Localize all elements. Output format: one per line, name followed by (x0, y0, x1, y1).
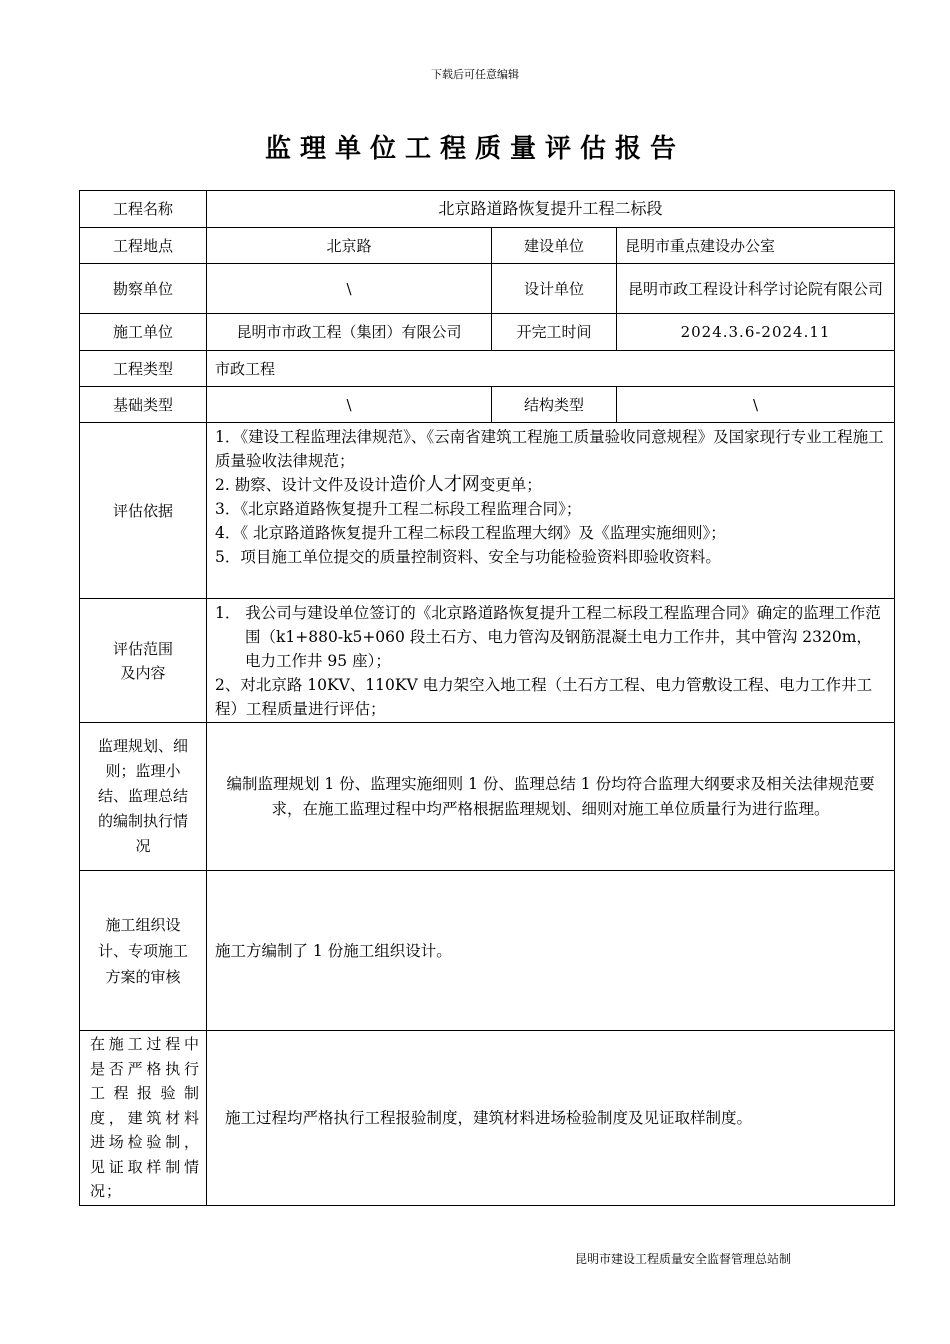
scope-label (80, 599, 207, 723)
scope-label-line-1: 评估范围 (112, 639, 173, 658)
row-project-type (80, 351, 895, 387)
row-location (80, 228, 895, 264)
basis-item-3: 3．《北京路道路恢复提升工程二标段工程监理合同》； (215, 500, 582, 518)
project-location-value: 北京路 (207, 228, 492, 264)
foundation-type-label: 基础类型 (80, 387, 207, 423)
contractor-value: 昆明市市政工程（集团）有限公司 (207, 314, 492, 351)
period-label: 开完工时间 (492, 314, 617, 351)
client-label: 建设单位 (492, 228, 617, 264)
footer-issuer: 昆明市建设工程质量安全监督管理总站制 (575, 1252, 792, 1266)
scope-item-1: 1． 我公司与建设单位签订的《北京路道路恢复提升工程二标段工程监理合同》确定的监理工作范围（k1+880-k5+060 段土石方、电力管沟及钢筋混凝土电力工作井，其中管沟 2320m，电力工作井 95 座）； (215, 604, 881, 670)
design-unit-label: 设计单位 (492, 264, 617, 314)
period-value: 2024.3.6-2024.11 (617, 314, 895, 351)
row-inspection (80, 1031, 895, 1206)
basis-item-1: 1．《建设工程监理法律规范》、《云南省建筑工程施工质量验收同意规程》及国家现行专业工程施工质量验收法律规范； (215, 428, 884, 470)
row-basis (80, 423, 895, 599)
client-value: 昆明市重点建设办公室 (617, 228, 895, 264)
plan-label: 监理规划、细则；监理小结、监理总结的编制执行情况 (80, 723, 207, 871)
contractor-label: 施工单位 (80, 314, 207, 351)
scope-item-2: 2、对北京路 10KV、110KV 电力架空入地工程（土石方工程、电力管敷设工程、电力工作井工程）工程质量进行评估； (215, 676, 873, 718)
basis-item-5: 5．项目施工单位提交的质量控制资料、安全与功能检验资料即验收资料。 (215, 548, 721, 566)
basis-label: 评估依据 (80, 423, 207, 599)
inspection-value: 施工过程均严格执行工程报验制度，建筑材料进场检验制度及见证取样制度。 (207, 1031, 895, 1206)
basis-item-2-text: 2. 勘察、设计文件及设计 (215, 476, 390, 494)
basis-content (207, 423, 895, 599)
project-type-value: 市政工程 (207, 351, 895, 387)
row-survey (80, 264, 895, 314)
basis-item-2-suffix: 变更单； (479, 476, 542, 494)
plan-value: 编制监理规划 1 份、监理实施细则 1 份、监理总结 1 份均符合监理大纲要求及相关法律规范要求，在施工监理过程中均严格根据监理规划、细则对施工单位质量行为进行监理。 (207, 723, 895, 871)
basis-item-4: 4．《 北京路道路恢复提升工程二标段工程监理大纲》及《监理实施细则》； (215, 524, 726, 542)
header-note: 下载后可任意编辑 (431, 68, 519, 81)
org-design-value: 施工方编制了 1 份施工组织设计。 (207, 871, 895, 1031)
row-project-name (80, 191, 895, 228)
structure-type-label: 结构类型 (492, 387, 617, 423)
org-design-label: 施工组织设计、专项施工方案的审核 (80, 871, 207, 1031)
scope-label-line-2: 及内容 (120, 663, 166, 682)
project-location-label: 工程地点 (80, 228, 207, 264)
survey-unit-value: \ (207, 264, 492, 314)
row-plan (80, 723, 895, 871)
project-name-label: 工程名称 (80, 191, 207, 228)
evaluation-form-table (79, 190, 895, 1206)
survey-unit-label: 勘察单位 (80, 264, 207, 314)
structure-type-value: \ (617, 387, 895, 423)
row-foundation (80, 387, 895, 423)
basis-item-2 (215, 473, 886, 497)
project-name-value: 北京路道路恢复提升工程二标段 (207, 191, 895, 228)
row-scope (80, 599, 895, 723)
row-contractor (80, 314, 895, 351)
row-org-design (80, 871, 895, 1031)
project-type-label: 工程类型 (80, 351, 207, 387)
inspection-label: 在施工过程中是否严格执行工程报验制度，建筑材料进场检验制，见证取样制情况； (80, 1031, 207, 1206)
scope-content (207, 599, 895, 723)
page-title: 监理单位工程质量评估报告 (264, 134, 685, 164)
watermark-text: 造价人才网 (389, 474, 480, 495)
design-unit-value: 昆明市政工程设计科学讨论院有限公司 (617, 264, 895, 314)
foundation-type-value: \ (207, 387, 492, 423)
